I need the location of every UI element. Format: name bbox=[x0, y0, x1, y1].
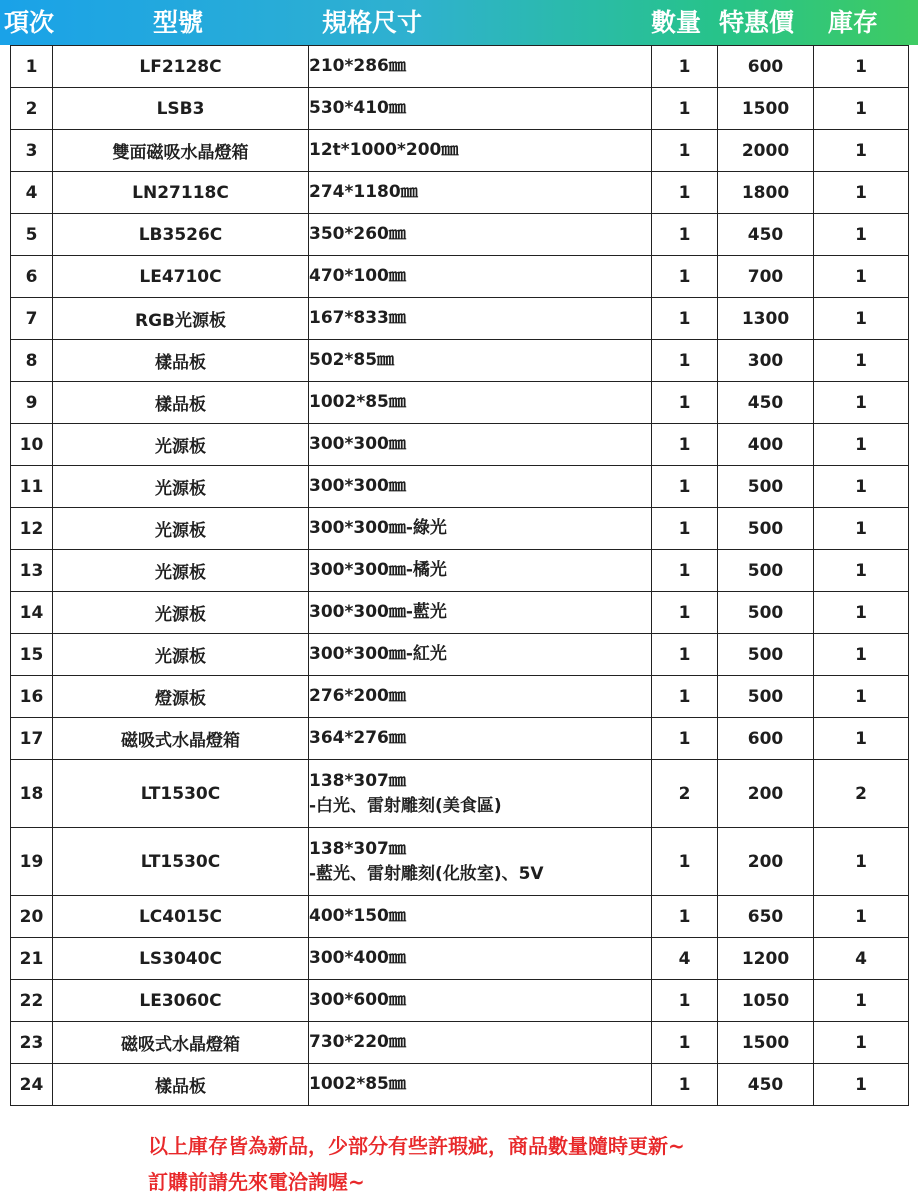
quantity-cell: 1 bbox=[652, 130, 718, 172]
quantity-cell: 1 bbox=[652, 172, 718, 214]
header-qty: 數量 bbox=[651, 8, 702, 37]
model-cell: 光源板 bbox=[53, 592, 309, 634]
price-cell: 650 bbox=[718, 896, 814, 938]
notice-line-1: 以上庫存皆為新品，少部分有些許瑕疵，商品數量隨時更新~ bbox=[148, 1134, 685, 1158]
model-cell: 樣品板 bbox=[53, 340, 309, 382]
model-cell: 樣品板 bbox=[53, 1064, 309, 1106]
model-cell: 光源板 bbox=[53, 634, 309, 676]
price-cell: 500 bbox=[718, 592, 814, 634]
table-row bbox=[11, 1064, 909, 1106]
model-cell: 光源板 bbox=[53, 508, 309, 550]
stock-cell: 1 bbox=[814, 172, 909, 214]
spec-cell: 300*300㎜ bbox=[309, 466, 652, 508]
table-row bbox=[11, 676, 909, 718]
item-index-cell: 1 bbox=[11, 46, 53, 88]
item-index-cell: 4 bbox=[11, 172, 53, 214]
quantity-cell: 1 bbox=[652, 382, 718, 424]
model-cell: LS3040C bbox=[53, 938, 309, 980]
spec-cell: 530*410㎜ bbox=[309, 88, 652, 130]
inventory-table-body bbox=[11, 46, 909, 1106]
price-cell: 450 bbox=[718, 382, 814, 424]
item-index-cell: 15 bbox=[11, 634, 53, 676]
item-index-cell: 3 bbox=[11, 130, 53, 172]
stock-cell: 2 bbox=[814, 760, 909, 828]
table-row bbox=[11, 938, 909, 980]
quantity-cell: 1 bbox=[652, 592, 718, 634]
header-index: 項次 bbox=[4, 8, 55, 37]
price-cell: 2000 bbox=[718, 130, 814, 172]
model-cell: 雙面磁吸水晶燈箱 bbox=[53, 130, 309, 172]
table-row bbox=[11, 550, 909, 592]
spec-cell: 167*833㎜ bbox=[309, 298, 652, 340]
spec-cell bbox=[309, 828, 652, 896]
model-cell: LE3060C bbox=[53, 980, 309, 1022]
price-cell: 1500 bbox=[718, 1022, 814, 1064]
quantity-cell: 1 bbox=[652, 424, 718, 466]
quantity-cell: 1 bbox=[652, 718, 718, 760]
stock-cell: 1 bbox=[814, 46, 909, 88]
item-index-cell: 5 bbox=[11, 214, 53, 256]
header-price: 特惠價 bbox=[719, 8, 795, 37]
quantity-cell: 1 bbox=[652, 88, 718, 130]
stock-cell: 1 bbox=[814, 592, 909, 634]
stock-cell: 1 bbox=[814, 466, 909, 508]
model-cell: 光源板 bbox=[53, 466, 309, 508]
stock-cell: 1 bbox=[814, 256, 909, 298]
table-row bbox=[11, 466, 909, 508]
price-cell: 500 bbox=[718, 676, 814, 718]
spec-line-1: 138*307㎜ bbox=[309, 770, 406, 791]
price-cell: 500 bbox=[718, 508, 814, 550]
notice-line-2: 訂購前請先來電洽詢喔~ bbox=[148, 1170, 365, 1194]
quantity-cell: 1 bbox=[652, 828, 718, 896]
spec-cell: 300*300㎜-紅光 bbox=[309, 634, 652, 676]
table-row bbox=[11, 896, 909, 938]
spec-cell: 350*260㎜ bbox=[309, 214, 652, 256]
table-row bbox=[11, 828, 909, 896]
stock-cell: 1 bbox=[814, 88, 909, 130]
model-cell: LF2128C bbox=[53, 46, 309, 88]
table-row bbox=[11, 46, 909, 88]
item-index-cell: 23 bbox=[11, 1022, 53, 1064]
table-row bbox=[11, 256, 909, 298]
stock-cell: 1 bbox=[814, 550, 909, 592]
quantity-cell: 1 bbox=[652, 980, 718, 1022]
quantity-cell: 1 bbox=[652, 676, 718, 718]
model-cell: LB3526C bbox=[53, 214, 309, 256]
spec-cell: 502*85㎜ bbox=[309, 340, 652, 382]
price-cell: 450 bbox=[718, 1064, 814, 1106]
stock-cell: 1 bbox=[814, 1064, 909, 1106]
spec-cell bbox=[309, 760, 652, 828]
table-row bbox=[11, 130, 909, 172]
item-index-cell: 16 bbox=[11, 676, 53, 718]
quantity-cell: 1 bbox=[652, 466, 718, 508]
price-cell: 600 bbox=[718, 46, 814, 88]
item-index-cell: 22 bbox=[11, 980, 53, 1022]
model-cell: 樣品板 bbox=[53, 382, 309, 424]
model-cell: 光源板 bbox=[53, 424, 309, 466]
spec-cell: 274*1180㎜ bbox=[309, 172, 652, 214]
quantity-cell: 1 bbox=[652, 896, 718, 938]
header-model: 型號 bbox=[153, 8, 204, 37]
stock-cell: 1 bbox=[814, 1022, 909, 1064]
model-cell: 磁吸式水晶燈箱 bbox=[53, 1022, 309, 1064]
inventory-table bbox=[10, 45, 909, 1106]
item-index-cell: 6 bbox=[11, 256, 53, 298]
notice-footer bbox=[148, 1128, 685, 1200]
spec-cell: 300*300㎜-橘光 bbox=[309, 550, 652, 592]
quantity-cell: 1 bbox=[652, 340, 718, 382]
spec-cell: 300*300㎜ bbox=[309, 424, 652, 466]
model-cell: LC4015C bbox=[53, 896, 309, 938]
quantity-cell: 1 bbox=[652, 1022, 718, 1064]
price-cell: 500 bbox=[718, 550, 814, 592]
table-row bbox=[11, 382, 909, 424]
stock-cell: 1 bbox=[814, 298, 909, 340]
spec-line-2: -藍光、雷射雕刻(化妝室)、5V bbox=[309, 863, 544, 884]
item-index-cell: 7 bbox=[11, 298, 53, 340]
price-cell: 1300 bbox=[718, 298, 814, 340]
spec-cell: 364*276㎜ bbox=[309, 718, 652, 760]
header-spec: 規格尺寸 bbox=[322, 8, 423, 37]
item-index-cell: 8 bbox=[11, 340, 53, 382]
model-cell: RGB光源板 bbox=[53, 298, 309, 340]
item-index-cell: 11 bbox=[11, 466, 53, 508]
model-cell: 光源板 bbox=[53, 550, 309, 592]
stock-cell: 1 bbox=[814, 676, 909, 718]
stock-cell: 4 bbox=[814, 938, 909, 980]
spec-cell: 12t*1000*200㎜ bbox=[309, 130, 652, 172]
quantity-cell: 1 bbox=[652, 256, 718, 298]
header-stock: 庫存 bbox=[828, 8, 879, 37]
spec-cell: 300*600㎜ bbox=[309, 980, 652, 1022]
model-cell: LT1530C bbox=[53, 760, 309, 828]
item-index-cell: 10 bbox=[11, 424, 53, 466]
model-cell: LSB3 bbox=[53, 88, 309, 130]
item-index-cell: 21 bbox=[11, 938, 53, 980]
spec-cell: 300*300㎜-綠光 bbox=[309, 508, 652, 550]
stock-cell: 1 bbox=[814, 634, 909, 676]
stock-cell: 1 bbox=[814, 718, 909, 760]
quantity-cell: 1 bbox=[652, 634, 718, 676]
spec-cell: 210*286㎜ bbox=[309, 46, 652, 88]
table-row bbox=[11, 634, 909, 676]
price-cell: 1200 bbox=[718, 938, 814, 980]
item-index-cell: 18 bbox=[11, 760, 53, 828]
quantity-cell: 1 bbox=[652, 508, 718, 550]
quantity-cell: 4 bbox=[652, 938, 718, 980]
table-row bbox=[11, 1022, 909, 1064]
stock-cell: 1 bbox=[814, 508, 909, 550]
item-index-cell: 13 bbox=[11, 550, 53, 592]
price-cell: 500 bbox=[718, 634, 814, 676]
table-row bbox=[11, 88, 909, 130]
item-index-cell: 17 bbox=[11, 718, 53, 760]
quantity-cell: 1 bbox=[652, 550, 718, 592]
spec-cell: 300*300㎜-藍光 bbox=[309, 592, 652, 634]
table-row bbox=[11, 340, 909, 382]
table-header bbox=[0, 0, 918, 45]
spec-cell: 1002*85㎜ bbox=[309, 382, 652, 424]
table-row bbox=[11, 172, 909, 214]
model-cell: LT1530C bbox=[53, 828, 309, 896]
price-cell: 300 bbox=[718, 340, 814, 382]
table-row bbox=[11, 424, 909, 466]
model-cell: 磁吸式水晶燈箱 bbox=[53, 718, 309, 760]
spec-line-1: 138*307㎜ bbox=[309, 838, 406, 859]
spec-cell: 300*400㎜ bbox=[309, 938, 652, 980]
spec-cell: 276*200㎜ bbox=[309, 676, 652, 718]
stock-cell: 1 bbox=[814, 980, 909, 1022]
table-row bbox=[11, 718, 909, 760]
item-index-cell: 20 bbox=[11, 896, 53, 938]
item-index-cell: 2 bbox=[11, 88, 53, 130]
table-row bbox=[11, 980, 909, 1022]
spec-cell: 730*220㎜ bbox=[309, 1022, 652, 1064]
table-row bbox=[11, 592, 909, 634]
price-cell: 1050 bbox=[718, 980, 814, 1022]
price-cell: 700 bbox=[718, 256, 814, 298]
price-cell: 1500 bbox=[718, 88, 814, 130]
item-index-cell: 19 bbox=[11, 828, 53, 896]
model-cell: 燈源板 bbox=[53, 676, 309, 718]
stock-cell: 1 bbox=[814, 130, 909, 172]
stock-cell: 1 bbox=[814, 424, 909, 466]
stock-cell: 1 bbox=[814, 896, 909, 938]
price-cell: 450 bbox=[718, 214, 814, 256]
stock-cell: 1 bbox=[814, 382, 909, 424]
quantity-cell: 2 bbox=[652, 760, 718, 828]
stock-cell: 1 bbox=[814, 214, 909, 256]
price-cell: 400 bbox=[718, 424, 814, 466]
spec-cell: 470*100㎜ bbox=[309, 256, 652, 298]
table-row bbox=[11, 508, 909, 550]
item-index-cell: 14 bbox=[11, 592, 53, 634]
price-cell: 600 bbox=[718, 718, 814, 760]
item-index-cell: 12 bbox=[11, 508, 53, 550]
spec-cell: 1002*85㎜ bbox=[309, 1064, 652, 1106]
table-row bbox=[11, 214, 909, 256]
price-cell: 1800 bbox=[718, 172, 814, 214]
stock-cell: 1 bbox=[814, 828, 909, 896]
quantity-cell: 1 bbox=[652, 298, 718, 340]
price-cell: 500 bbox=[718, 466, 814, 508]
model-cell: LE4710C bbox=[53, 256, 309, 298]
price-cell: 200 bbox=[718, 760, 814, 828]
spec-line-2: -白光、雷射雕刻(美食區) bbox=[309, 795, 502, 816]
table-row bbox=[11, 298, 909, 340]
table-row bbox=[11, 760, 909, 828]
spec-cell: 400*150㎜ bbox=[309, 896, 652, 938]
quantity-cell: 1 bbox=[652, 214, 718, 256]
quantity-cell: 1 bbox=[652, 46, 718, 88]
stock-cell: 1 bbox=[814, 340, 909, 382]
quantity-cell: 1 bbox=[652, 1064, 718, 1106]
item-index-cell: 24 bbox=[11, 1064, 53, 1106]
price-cell: 200 bbox=[718, 828, 814, 896]
model-cell: LN27118C bbox=[53, 172, 309, 214]
item-index-cell: 9 bbox=[11, 382, 53, 424]
